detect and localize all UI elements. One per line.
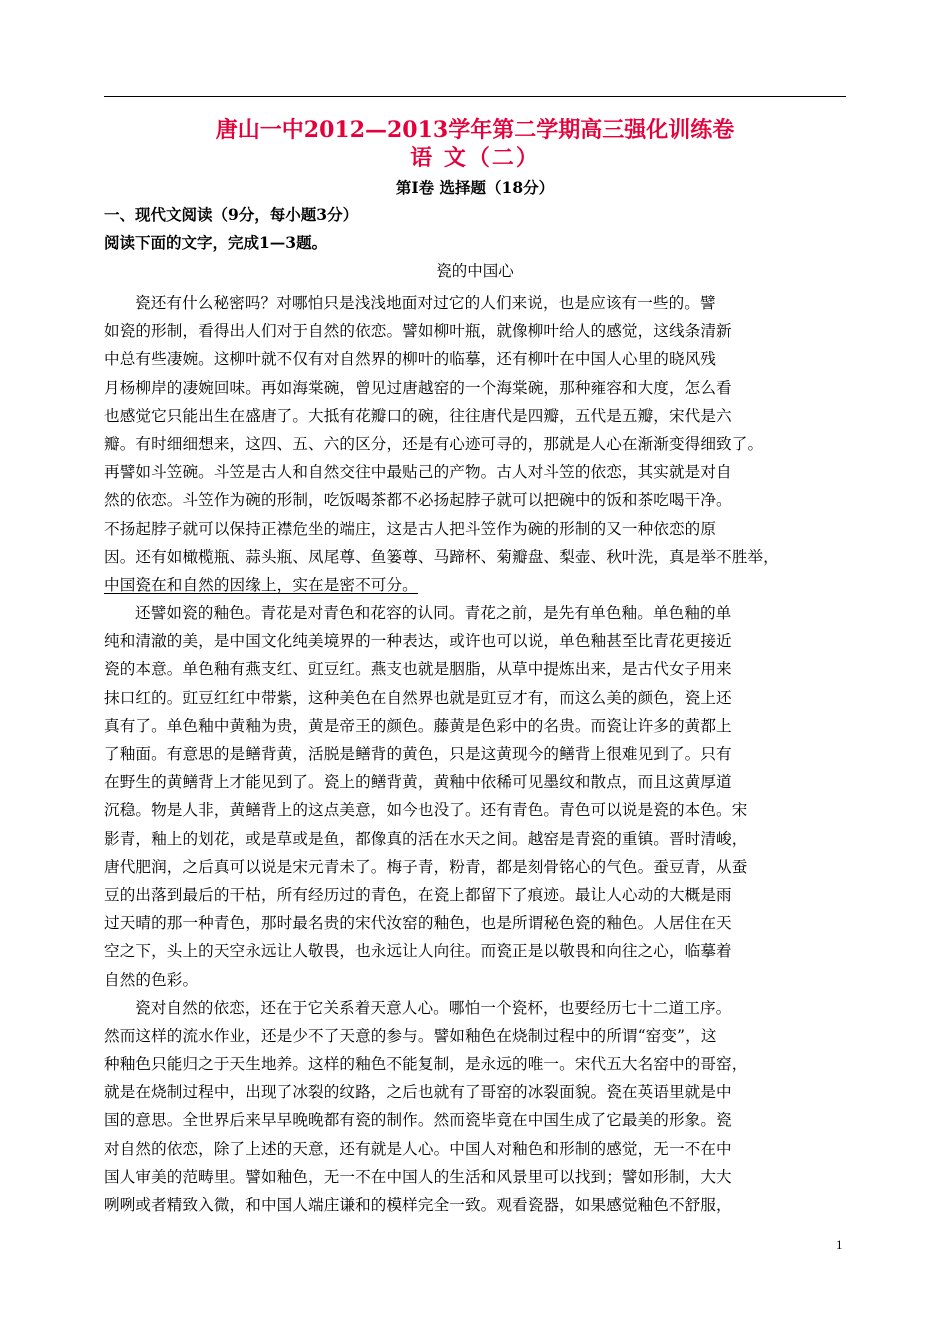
- article-line: 真有了。单色釉中黄釉为贵，黄是帝王的颜色。藤黄是色彩中的名贵。而瓷让许多的黄都上: [104, 716, 732, 735]
- article-line: 对自然的依恋，除了上述的天意，还有就是人心。中国人对釉色和形制的感觉，无一不在中: [104, 1139, 732, 1158]
- article-line: 了釉面。有意思的是鳝背黄，活脱是鳝背的黄色，只是这黄现今的鳝背上很难见到了。只有: [104, 745, 732, 763]
- article-line: 抹口红的。豇豆红红中带紫，这种美色在自然界也就是豇豆才有，而这么美的颜色，瓷上还: [104, 688, 732, 707]
- exam-title: 唐山一中2012—2013学年第二学期高三强化训练卷: [215, 117, 735, 143]
- article-line: 瓷的本意。单色釉有燕支红、豇豆红。燕支也就是胭脂，从草中提炼出来，是古代女子用来: [104, 660, 732, 679]
- article-line: 影青，釉上的划花，或是草或是鱼，都像真的活在水天之间。越窑是青瓷的重镇。晋时清峻，: [104, 829, 748, 848]
- article-line: 还譬如瓷的釉色。青花是对青色和花容的认同。青花之前，是先有单色釉。单色釉的单: [135, 604, 732, 623]
- article-line: 唐代肥润，之后真可以说是宋元青未了。梅子青，粉青，都是刻骨铭心的气色。蚕豆青，从蚕: [104, 857, 748, 876]
- article-line: 沉稳。物是人非，黄鳝背上的这点美意，如今也没了。还有青色。青色可以说是瓷的本色。宋: [104, 801, 748, 820]
- article-line: 豆的出落到最后的干枯，所有经历过的青色，在瓷上都留下了痕迹。最让人心动的大概是雨: [104, 885, 732, 904]
- article-line: 瓷对自然的依恋，还在于它关系着天意人心。哪怕一个瓷杯，也要经历七十二道工序。: [135, 998, 732, 1017]
- article-line: 国的意思。全世界后来早早晚晚都有瓷的制作。然而瓷毕竟在中国生成了它最美的形象。瓷: [104, 1111, 732, 1130]
- article-line: 如瓷的形制，看得出人们对于自然的依恋。譬如柳叶瓶，就像柳叶给人的感觉，这线条清新: [104, 322, 732, 341]
- article-body: [104, 289, 846, 1219]
- article-line: 瓷还有什么秘密吗？对哪怕只是浅浅地面对过它的人们来说，也是应该有一些的。譬: [135, 294, 716, 312]
- article-line: 不扬起脖子就可以保持正襟危坐的端庄，这是古人把斗笠作为碗的形制的又一种依恋的原: [104, 519, 717, 538]
- article-line: 瓣。有时细细想来，这四、五、六的区分，还是有心迹可寻的，那就是人心在渐渐变得细致了。: [104, 434, 764, 453]
- exam-subject: 语 文（二）: [410, 145, 540, 171]
- article-line: 中国瓷在和自然的因缘上，实在是密不可分。: [104, 575, 418, 594]
- article-line: 国人审美的范畴里。譬如釉色，无一不在中国人的生活和风景里可以找到；譬如形制，大大: [104, 1167, 732, 1186]
- article-line: 也感觉它只能出生在盛唐了。大抵有花瓣口的碗，往往唐代是四瓣，五代是五瓣，宋代是六: [104, 406, 732, 425]
- article-line: 就是在烧制过程中，出现了冰裂的纹路，之后也就有了哥窑的冰裂面貌。瓷在英语里就是中: [104, 1083, 732, 1102]
- section-heading: 第Ⅰ卷 选择题（18分）: [395, 178, 555, 197]
- article-line: 因。还有如橄榄瓶、蒜头瓶、凤尾尊、鱼篓尊、马蹄杯、菊瓣盘、梨壶、秋叶洗，真是举不胜举，: [104, 547, 779, 566]
- article-line: 咧咧或者精致入微，和中国人端庄谦和的模样完全一致。观看瓷器，如果感觉釉色不舒服，: [104, 1196, 732, 1214]
- part-heading: 一、现代文阅读（9分，每小题3分）: [104, 205, 359, 224]
- article-line: 然而这样的流水作业，还是少不了天意的参与。譬如釉色在烧制过程中的所谓“窑变”，这: [104, 1026, 717, 1045]
- article-line: 月杨柳岸的凄婉回味。再如海棠碗，曾见过唐越窑的一个海棠碗，那种雍容和大度，怎么看: [104, 378, 732, 397]
- article-line: 空之下，头上的天空永远让人敬畏，也永远让人向往。而瓷正是以敬畏和向往之心，临摹着: [104, 942, 732, 961]
- article-line: 纯和清澈的美，是中国文化纯美境界的一种表达，或许也可以说，单色釉甚至比青花更接近: [104, 632, 732, 651]
- article-line: 中总有些凄婉。这柳叶就不仅有对自然界的柳叶的临摹，还有柳叶在中国人心里的晓风残: [104, 350, 717, 369]
- article-title: 瓷的中国心: [436, 262, 514, 280]
- reading-instruction: 阅读下面的文字，完成1—3题。: [104, 233, 328, 252]
- page-number: 1: [836, 1237, 843, 1252]
- article-line: 自然的色彩。: [104, 970, 199, 989]
- article-line: 然的依恋。斗笠作为碗的形制，吃饭喝茶都不必扬起脖子就可以把碗中的饭和茶吃喝干净。: [104, 491, 732, 510]
- article-line: 种釉色只能归之于天生地养。这样的釉色不能复制，是永远的唯一。宋代五大名窑中的哥窑，: [104, 1055, 748, 1074]
- article-line: 在野生的黄鳝背上才能见到了。瓷上的鳝背黄，黄釉中依稀可见墨纹和散点，而且这黄厚道: [104, 773, 732, 792]
- article-line: 过天晴的那一种青色，那时最名贵的宋代汝窑的釉色，也是所谓秘色瓷的釉色。人居住在天: [104, 914, 732, 933]
- header-rule: [104, 96, 846, 97]
- article-line: 再譬如斗笠碗。斗笠是古人和自然交往中最贴己的产物。古人对斗笠的依恋，其实就是对自: [104, 463, 732, 482]
